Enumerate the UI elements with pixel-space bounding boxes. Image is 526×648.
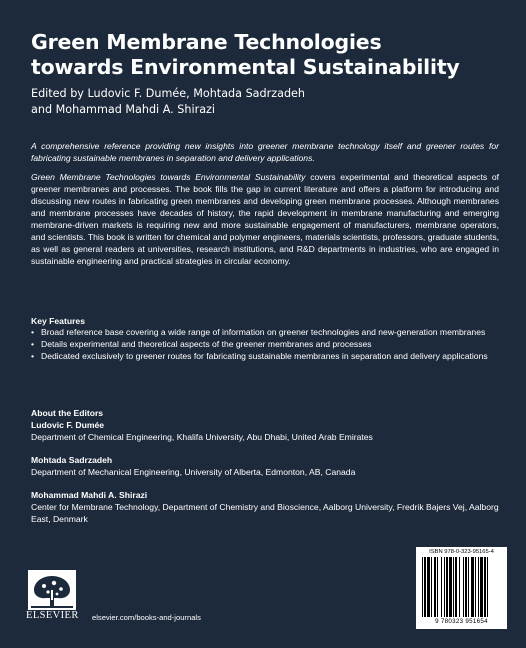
key-feature-item [31, 326, 503, 338]
barcode-bar [434, 557, 436, 617]
description [31, 171, 499, 267]
barcode-bar [471, 557, 474, 617]
barcode-bar [455, 557, 457, 617]
editors-credit-line-2: and Mohammad Mahdi A. Shirazi [31, 103, 216, 116]
bullet-icon: • [31, 339, 35, 349]
barcode-number: 9 780323 951654 [435, 618, 488, 625]
book-title-line-1: Green Membrane Technologies [31, 30, 382, 54]
barcode-bar [468, 557, 469, 617]
editor-affiliation: Department of Mechanical Engineering, University of Alberta, Edmonton, AB, Canada [31, 467, 356, 477]
editor-name: Mohammad Mahdi A. Shirazi [31, 490, 148, 500]
barcode-bar [487, 557, 488, 617]
publisher-name: ELSEVIER [26, 610, 79, 621]
barcode-bar [465, 557, 467, 617]
barcode-bar [441, 557, 442, 617]
barcode-bar [480, 557, 483, 617]
barcode-bar [449, 557, 452, 617]
editor-entry [31, 489, 501, 525]
book-title [31, 30, 511, 80]
tagline: A comprehensive reference providing new insights into greener membrane technology itself and greener routes for fabricating sustainable membranes in separation and delivery applications. [31, 141, 499, 163]
key-features-heading: Key Features [31, 316, 85, 326]
description-book-title: Green Membrane Technologies towards Environmental Sustainability [31, 172, 306, 182]
about-editors-heading: About the Editors [31, 408, 104, 418]
barcode-bar [459, 557, 460, 617]
bullet-icon: • [31, 327, 35, 337]
editor-affiliation: Department of Chemical Engineering, Khalifa University, Abu Dhabi, United Arab Emirates [31, 432, 373, 442]
barcode-bar [453, 557, 454, 617]
editor-entry [31, 454, 501, 478]
isbn-label: ISBN 978-0-323-95165-4 [429, 549, 494, 555]
barcode-bar [431, 557, 432, 617]
barcode-bar [444, 557, 445, 617]
barcode-bar [437, 557, 438, 617]
key-feature-text: Details experimental and theoretical aspects of the greener membranes and processes [41, 339, 372, 349]
barcode-bar [475, 557, 476, 617]
barcode-bar [463, 557, 464, 617]
barcode-bar [422, 557, 423, 617]
barcode-bar [446, 557, 448, 617]
barcode-bar [484, 557, 486, 617]
book-title-line-2: towards Environmental Sustainability [31, 55, 460, 79]
description-body: covers experimental and theoretical aspects of greener membranes and processes. The book fills the gap in current literature and offers a platform for introducing and discussing new routes in fabricating green membranes and developing green membrane processes. Although membranes and membrane processes have decades of history, the rapid development in membrane manufacturing and emerging membrane-driven markets is requiring new and more sustainable engagement of manufacturers, membrane operators, and scientists. This book is written for chemical and polymer engineers, materials scientists, professors, graduate students, as well as general readers at universities, research institutions, and R&D departments in industries, who are engaged in sustainable engineering and practical strategies in circular economy. [31, 172, 500, 266]
key-feature-item [31, 338, 503, 350]
key-feature-item [31, 350, 503, 362]
key-feature-text: Dedicated exclusively to greener routes for fabricating sustainable membranes in separation and delivery applications [41, 351, 488, 361]
isbn-barcode [416, 547, 507, 629]
barcode-bar [427, 557, 430, 617]
key-features-list [31, 326, 503, 362]
about-editors [31, 407, 501, 443]
editor-name: Ludovic F. Dumée [31, 420, 105, 430]
barcode-bar [424, 557, 426, 617]
barcode-icon [420, 557, 503, 617]
bullet-icon: • [31, 351, 35, 361]
editors-credit-line-1: Edited by Ludovic F. Dumée, Mohtada Sadrzadeh [31, 87, 306, 100]
key-feature-text: Broad reference base covering a wide range of information on greener technologies and new-generation membranes [41, 327, 486, 337]
barcode-bar [478, 557, 479, 617]
editor-affiliation: Center for Membrane Technology, Department of Chemistry and Bioscience, Aalborg University, Fredrik Bajers Vej, Aalborg East, Denmark [31, 502, 499, 524]
publisher-url[interactable]: elsevier.com/books-and-journals [92, 613, 201, 622]
editor-name: Mohtada Sadrzadeh [31, 455, 113, 465]
editors-credit [31, 86, 501, 118]
